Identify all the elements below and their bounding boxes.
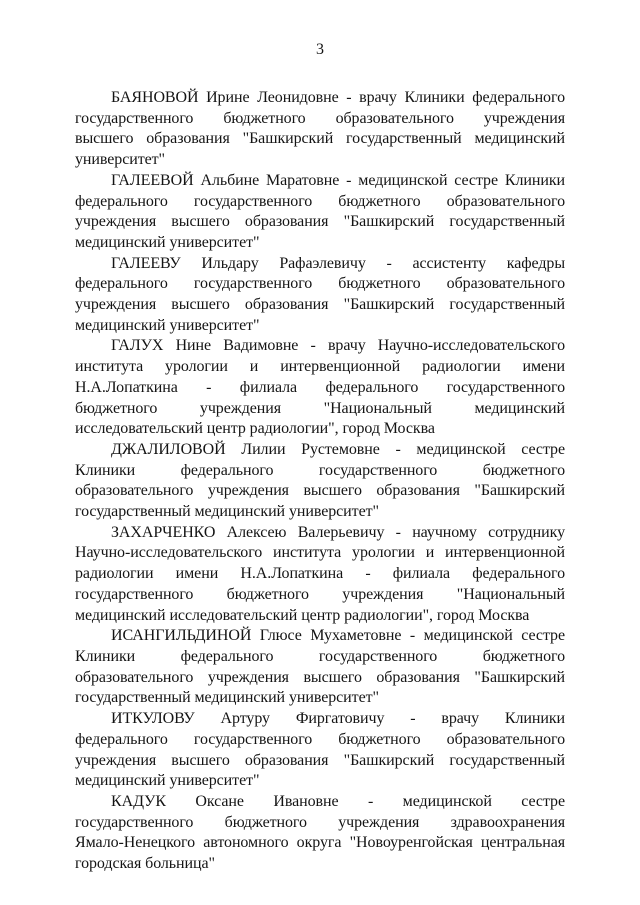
entry-line: государственный медицинский университет" <box>75 503 379 521</box>
entry-line: ЗАХАРЧЕНКО Алексею Валерьевичу - научному сотруднику <box>111 523 565 541</box>
entry-line: Клиники федерального государственного бюджетного <box>75 647 565 665</box>
entry-line: медицинский исследовательский центр радиологии", город Москва <box>75 606 530 624</box>
entry-line: бюджетного учреждения "Национальный медицинский <box>75 399 565 417</box>
entry-line: КАДУК Оксане Ивановне - медицинской сестре <box>111 792 565 810</box>
entry-line: медицинский университет" <box>75 316 260 334</box>
entry-line: медицинский университет" <box>75 772 260 790</box>
entry-line: государственного бюджетного учреждения "Национальный <box>75 585 565 603</box>
entry-line: ГАЛУХ Нине Вадимовне - врачу Научно-исследовательского <box>111 337 565 355</box>
list-item <box>75 792 565 875</box>
award-list <box>75 88 565 875</box>
entry-line: медицинский университет" <box>75 233 260 251</box>
entry-line: Клиники федерального государственного бюджетного <box>75 461 565 479</box>
entry-line: государственного бюджетного образовательного учреждения <box>75 109 565 127</box>
entry-line: ГАЛЕЕВУ Ильдару Рафаэлевичу - ассистенту кафедры <box>111 254 565 272</box>
entry-line: федерального государственного бюджетного образовательного <box>75 192 565 210</box>
entry-line: федерального государственного бюджетного образовательного <box>75 275 565 293</box>
entry-line: БАЯНОВОЙ Ирине Леонидовне - врачу Клиники федерального <box>111 89 565 106</box>
entry-line: Ямало-Ненецкого автономного округа "Новоуренгойская центральная <box>75 834 565 852</box>
entry-line: Научно-исследовательского института урологии и интервенционной <box>75 544 565 562</box>
entry-line: ГАЛЕЕВОЙ Альбине Маратовне - медицинской сестре Клиники <box>111 171 565 189</box>
entry-line: института урологии и интервенционной радиологии имени <box>75 358 565 376</box>
entry-line: высшего образования "Башкирский государственный медицинский <box>75 130 565 148</box>
entry-line: учреждения высшего образования "Башкирский государственный <box>75 751 565 769</box>
list-item <box>75 171 565 254</box>
entry-line: учреждения высшего образования "Башкирский государственный <box>75 296 565 314</box>
list-item <box>75 254 565 337</box>
entry-line: образовательного учреждения высшего образования "Башкирский <box>75 482 565 500</box>
entry-line: государственный медицинский университет" <box>75 689 379 707</box>
entry-line: государственного бюджетного учреждения здравоохранения <box>75 813 565 831</box>
list-item <box>75 523 565 627</box>
entry-line: исследовательский центр радиологии", город Москва <box>75 420 435 438</box>
page-number: 3 <box>316 41 324 58</box>
entry-line: учреждения высшего образования "Башкирский государственный <box>75 213 565 231</box>
entry-line: ИСАНГИЛЬДИНОЙ Глюсе Мухаметовне - медицинской сестре <box>111 627 565 645</box>
entry-line: Н.А.Лопаткина - филиала федерального государственного <box>75 378 565 396</box>
entry-line: ИТКУЛОВУ Артуру Фиргатовичу - врачу Клиники <box>111 710 565 728</box>
list-item <box>75 626 565 709</box>
entry-line: ДЖАЛИЛОВОЙ Лилии Рустемовне - медицинской сестре <box>111 440 565 458</box>
list-item <box>75 709 565 792</box>
list-item <box>75 88 565 171</box>
entry-line: образовательного учреждения высшего образования "Башкирский <box>75 668 565 686</box>
entry-line: городская больница" <box>75 855 215 873</box>
list-item <box>75 336 565 440</box>
entry-line: радиологии имени Н.А.Лопаткина - филиала федерального <box>75 565 565 583</box>
entry-line: университет" <box>75 151 166 169</box>
entry-line: федерального государственного бюджетного образовательного <box>75 730 565 748</box>
list-item <box>75 440 565 523</box>
